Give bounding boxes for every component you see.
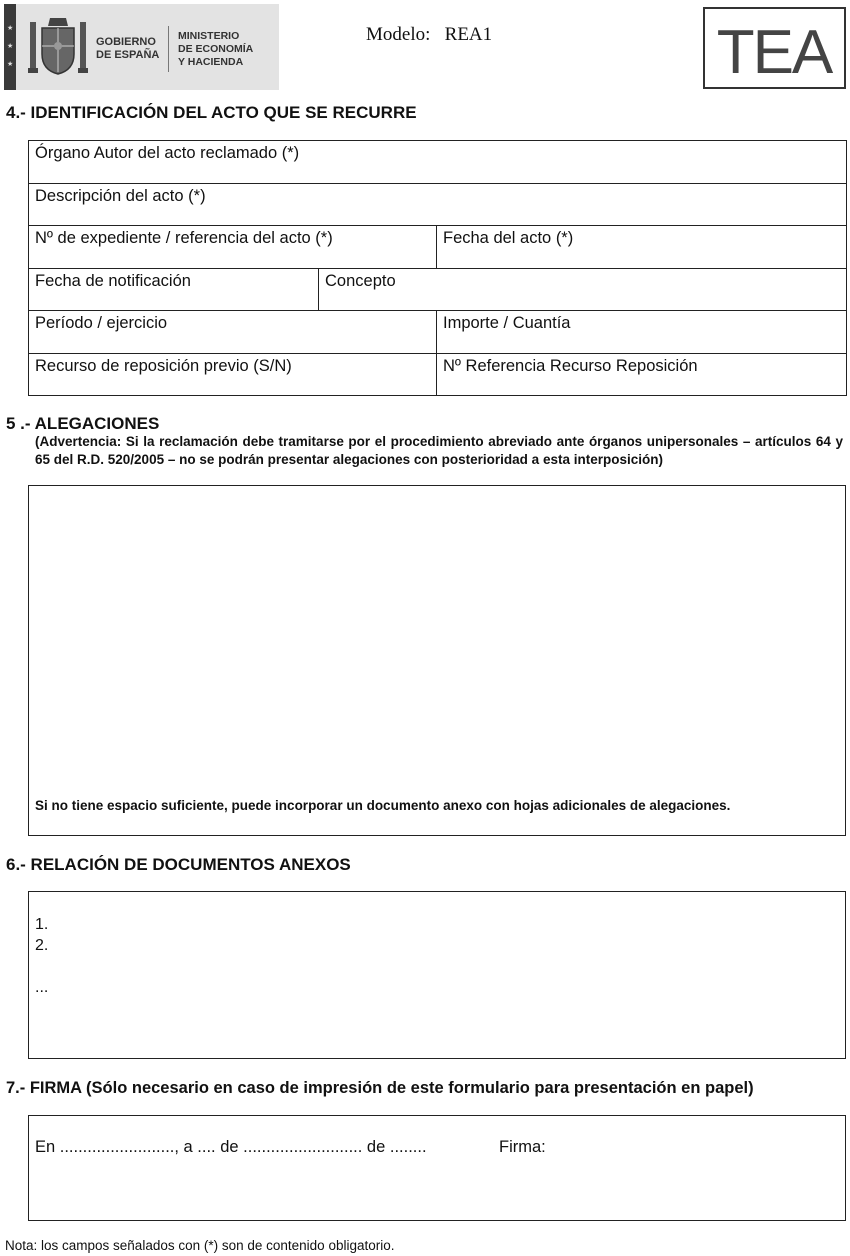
field-concepto[interactable] (319, 269, 847, 311)
alegaciones-warning: (Advertencia: Si la reclamación debe tramitarse por el procedimiento abreviado ante órganos unipersonales – artículos 64 y 65 del R.D. 520/2005 – no se podrán presentar alegaciones con posterioridad a esta interposición) (35, 434, 843, 467)
field-importe[interactable] (437, 311, 847, 354)
expediente-label: Nº de expediente / referencia del acto (*) (35, 229, 333, 247)
gobierno-label: GOBIERNO DE ESPAÑA (96, 36, 160, 61)
star-icon: ★ (7, 43, 14, 50)
documentos-anexos-box[interactable] (28, 891, 846, 1059)
coat-of-arms-icon (28, 14, 88, 80)
section-4-title: 4.- IDENTIFICACIÓN DEL ACTO QUE SE RECURRE (6, 103, 417, 122)
act-identification-table (28, 140, 847, 396)
anexo-item-1: 1. (35, 916, 49, 933)
place-date-line[interactable]: En ........................., a .... de .......................... de ........ (35, 1138, 427, 1156)
referencia-recurso-label: Nº Referencia Recurso Reposición (443, 357, 698, 375)
periodo-label: Período / ejercicio (35, 314, 168, 332)
logo-flag-strip (4, 4, 16, 90)
tea-logo-text: TEA (716, 18, 832, 87)
government-logo (4, 4, 279, 90)
descripcion-label: Descripción del acto (*) (35, 187, 206, 205)
firma-label: Firma: (499, 1138, 546, 1156)
field-descripcion[interactable] (29, 184, 847, 226)
anexo-item-2: 2. (35, 937, 49, 954)
field-expediente[interactable] (29, 226, 437, 269)
logo-divider (168, 26, 169, 72)
importe-label: Importe / Cuantía (443, 314, 571, 332)
field-fecha-notificacion[interactable] (29, 269, 319, 311)
tea-logo-mark (705, 9, 844, 87)
field-fecha-acto[interactable] (437, 226, 847, 269)
ministerio-label: MINISTERIO DE ECONOMÍA Y HACIENDA (178, 30, 254, 68)
fecha-notificacion-label: Fecha de notificación (35, 272, 191, 290)
fecha-acto-label: Fecha del acto (*) (443, 229, 574, 247)
field-referencia-recurso[interactable] (437, 354, 847, 396)
field-organo-autor[interactable] (29, 141, 847, 184)
recurso-reposicion-label: Recurso de reposición previo (S/N) (35, 357, 292, 375)
organo-autor-label: Órgano Autor del acto reclamado (*) (35, 144, 300, 162)
anexo-item-ellipsis: ... (35, 979, 49, 996)
field-recurso-reposicion[interactable] (29, 354, 437, 396)
firma-box[interactable] (28, 1115, 846, 1221)
tea-logo (703, 7, 846, 89)
section-5-title: 5 .- ALEGACIONES (6, 414, 160, 433)
star-icon: ★ (7, 61, 14, 68)
field-periodo[interactable] (29, 311, 437, 354)
section-7-title: 7.- FIRMA (Sólo necesario en caso de impresión de este formulario para presentación en papel) (6, 1079, 754, 1097)
section-6-title: 6.- RELACIÓN DE DOCUMENTOS ANEXOS (6, 855, 351, 874)
concepto-label: Concepto (325, 272, 396, 290)
form-model-label: Modelo: REA1 (366, 24, 493, 45)
mandatory-fields-note: Nota: los campos señalados con (*) son de contenido obligatorio. (5, 1238, 395, 1253)
alegaciones-space-note: Si no tiene espacio suficiente, puede incorporar un documento anexo con hojas adicionales de alegaciones. (35, 798, 731, 813)
alegaciones-textarea[interactable] (28, 485, 846, 836)
star-icon: ★ (7, 25, 14, 32)
